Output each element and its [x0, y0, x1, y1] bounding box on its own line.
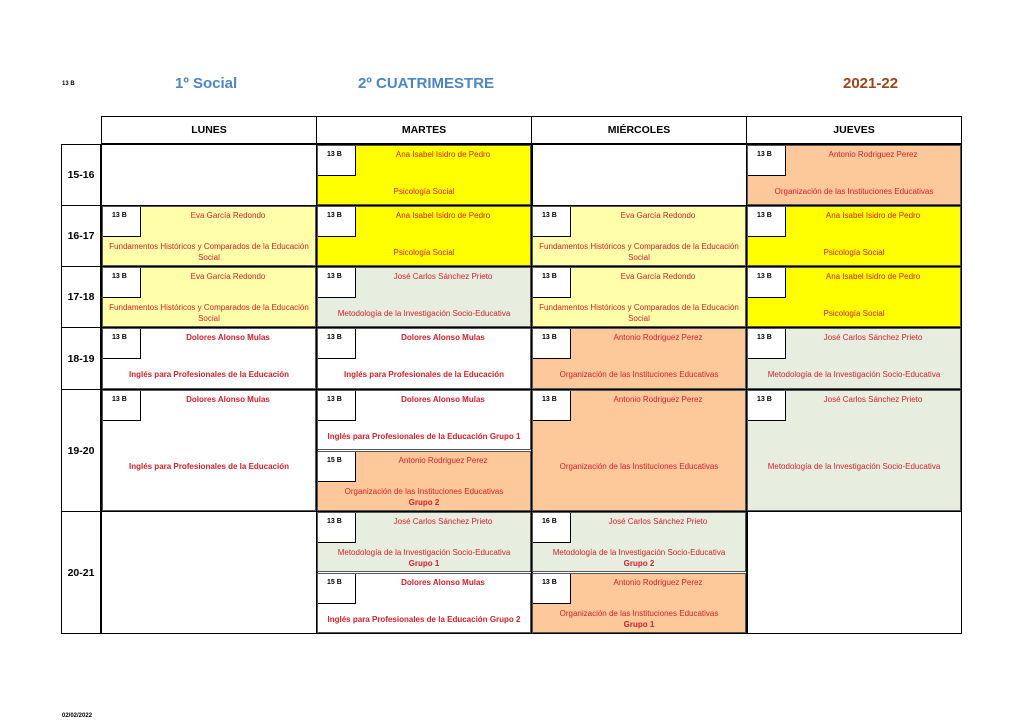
- professor-name: Eva García Redondo: [620, 211, 696, 220]
- room-label: 13 B: [103, 391, 141, 421]
- subject-name: Fundamentos Históricos y Comparados de la Educación Social: [109, 303, 309, 323]
- group-label: Grupo 1: [623, 620, 655, 629]
- time-slot-20-21: 20-21: [61, 511, 101, 634]
- class-cell[interactable]: [532, 206, 746, 266]
- room-label: 13 B: [103, 207, 141, 237]
- room-label: 16 B: [533, 513, 571, 543]
- room-label: 13 B: [533, 207, 571, 237]
- professor-name: Dolores Alonso Mulas: [186, 395, 270, 404]
- room-label: 13 B: [318, 329, 356, 359]
- subject-name: Psicología Social: [823, 309, 885, 318]
- room-label: 13 B: [318, 146, 356, 176]
- professor-name: José Carlos Sánchez Prieto: [823, 395, 923, 404]
- room-label: 13 B: [103, 329, 141, 359]
- room-label: 13 B: [748, 207, 786, 237]
- subject-name: Metodología de la Investigación Socio-Educativa: [337, 309, 511, 318]
- class-cell[interactable]: [532, 512, 746, 572]
- group-label: Grupo 2: [489, 615, 521, 624]
- professor-name: Eva García Redondo: [190, 272, 266, 281]
- time-slot-16-17: 16-17: [61, 205, 101, 267]
- subject-name: Psicología Social: [823, 248, 885, 257]
- subject-name: Inglés para Profesionales de la Educación: [128, 462, 290, 471]
- class-cell[interactable]: [317, 206, 531, 266]
- room-label: 13 B: [748, 268, 786, 298]
- class-cell[interactable]: [102, 328, 316, 389]
- class-cell[interactable]: [747, 328, 961, 389]
- time-slot-15-16: 15-16: [61, 144, 101, 206]
- subject-name: Psicología Social: [393, 187, 455, 196]
- professor-name: Ana Isabel Isidro de Pedro: [825, 272, 921, 281]
- class-cell[interactable]: [317, 451, 531, 511]
- room-label: 15 B: [318, 574, 356, 604]
- day-header-martes: MARTES: [316, 116, 532, 144]
- subject-name: Metodología de la Investigación Socio-Educativa: [767, 462, 941, 471]
- class-cell[interactable]: [102, 390, 316, 511]
- class-cell[interactable]: [532, 573, 746, 633]
- class-cell[interactable]: [747, 145, 961, 205]
- room-label: 13 B: [318, 207, 356, 237]
- subject-name: Organización de las Instituciones Educativas: [774, 187, 934, 196]
- class-cell[interactable]: [532, 390, 746, 511]
- subject-name: Inglés para Profesionales de la Educación: [128, 370, 290, 379]
- room-label: 13 B: [533, 391, 571, 421]
- subject-name: Organización de las Instituciones Educativas: [559, 609, 719, 618]
- class-cell[interactable]: [102, 267, 316, 327]
- group-label: Grupo 1: [489, 432, 521, 441]
- professor-name: José Carlos Sánchez Prieto: [393, 272, 493, 281]
- class-cell[interactable]: [317, 512, 531, 572]
- class-cell[interactable]: [747, 267, 961, 327]
- subject-name: Fundamentos Históricos y Comparados de la Educación Social: [109, 242, 309, 262]
- print-date: 02/02/2022: [62, 713, 93, 719]
- subject-name: Metodología de la Investigación Socio-Educativa: [337, 548, 511, 557]
- room-label: 13 B: [318, 268, 356, 298]
- class-cell[interactable]: [317, 267, 531, 327]
- time-slot-18-19: 18-19: [61, 327, 101, 390]
- professor-name: Antonio Rodriguez Perez: [613, 395, 703, 404]
- subject-name: Organización de las Instituciones Educativas: [559, 370, 719, 379]
- professor-name: Eva García Redondo: [190, 211, 266, 220]
- class-cell[interactable]: [317, 390, 531, 450]
- class-cell[interactable]: [532, 267, 746, 327]
- header-code: 13 B: [62, 81, 75, 87]
- class-cell[interactable]: [747, 206, 961, 266]
- room-label: 13 B: [533, 574, 571, 604]
- time-slot-17-18: 17-18: [61, 266, 101, 328]
- room-label: 13 B: [533, 268, 571, 298]
- class-cell[interactable]: [102, 206, 316, 266]
- subject-name: Organización de las Instituciones Educativas: [559, 462, 719, 471]
- subject-name: Fundamentos Históricos y Comparados de la Educación Social: [539, 242, 739, 262]
- day-header-lunes: LUNES: [101, 116, 317, 144]
- professor-name: José Carlos Sánchez Prieto: [608, 517, 708, 526]
- day-header-jueves: JUEVES: [746, 116, 962, 144]
- room-label: 15 B: [318, 452, 356, 482]
- professor-name: Ana Isabel Isidro de Pedro: [395, 211, 491, 220]
- subject-text: Inglés para Profesionales de la Educación: [327, 432, 488, 441]
- professor-name: Ana Isabel Isidro de Pedro: [395, 150, 491, 159]
- class-cell[interactable]: [317, 145, 531, 205]
- professor-name: José Carlos Sánchez Prieto: [393, 517, 493, 526]
- professor-name: Antonio Rodriguez Perez: [613, 333, 703, 342]
- semester-title: 2º CUATRIMESTRE: [358, 75, 495, 92]
- professor-name: Eva García Redondo: [620, 272, 696, 281]
- subject-text: Inglés para Profesionales de la Educación: [327, 615, 488, 624]
- room-label: 13 B: [748, 391, 786, 421]
- professor-name: Dolores Alonso Mulas: [401, 395, 485, 404]
- professor-name: Antonio Rodriguez Perez: [398, 456, 488, 465]
- professor-name: Dolores Alonso Mulas: [401, 333, 485, 342]
- subject-name: Metodología de la Investigación Socio-Educativa: [767, 370, 941, 379]
- room-label: 13 B: [533, 329, 571, 359]
- subject-name: Organización de las Instituciones Educativas: [344, 487, 504, 496]
- group-label: Grupo 2: [408, 498, 440, 507]
- room-label: 13 B: [318, 391, 356, 421]
- subject-name: Inglés para Profesionales de la Educación: [343, 370, 505, 379]
- professor-name: Ana Isabel Isidro de Pedro: [825, 211, 921, 220]
- subject-name: Metodología de la Investigación Socio-Educativa: [552, 548, 726, 557]
- room-label: 13 B: [103, 268, 141, 298]
- room-label: 13 B: [748, 329, 786, 359]
- class-cell[interactable]: [317, 328, 531, 389]
- group-label: Grupo 1: [408, 559, 440, 568]
- class-cell[interactable]: [532, 328, 746, 389]
- professor-name: José Carlos Sánchez Prieto: [823, 333, 923, 342]
- professor-name: Dolores Alonso Mulas: [186, 333, 270, 342]
- group-label: Grupo 2: [623, 559, 655, 568]
- academic-year: 2021-22: [843, 75, 899, 92]
- room-label: 13 B: [748, 146, 786, 176]
- room-label: 13 B: [318, 513, 356, 543]
- professor-name: Dolores Alonso Mulas: [401, 578, 485, 587]
- day-header-miercoles: MIÉRCOLES: [531, 116, 747, 144]
- professor-name: Antonio Rodriguez Perez: [828, 150, 918, 159]
- subject-name: [320, 614, 528, 625]
- course-title: 1º Social: [175, 75, 238, 92]
- subject-name: Fundamentos Históricos y Comparados de la Educación Social: [539, 303, 739, 323]
- class-cell[interactable]: [747, 390, 961, 511]
- time-slot-19-20: 19-20: [61, 389, 101, 512]
- professor-name: Antonio Rodriguez Perez: [613, 578, 703, 587]
- subject-name: [320, 431, 528, 442]
- class-cell[interactable]: [317, 573, 531, 633]
- subject-name: Psicología Social: [393, 248, 455, 257]
